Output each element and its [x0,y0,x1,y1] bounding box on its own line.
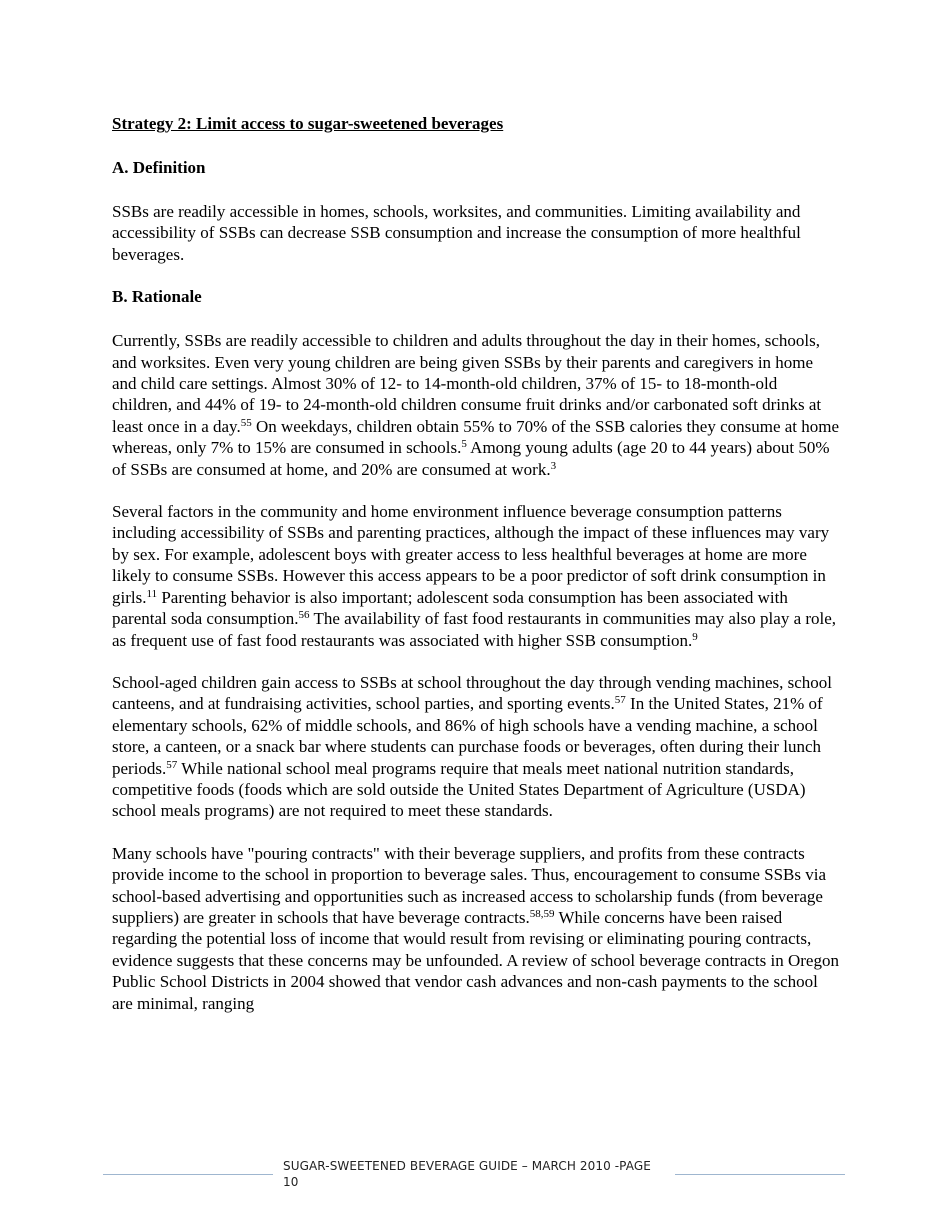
page-footer [0,1158,950,1198]
rationale-paragraph-1: Currently, SSBs are readily accessible to children and adults throughout the day in their homes, schools, and worksites. Even very young children are being given SSBs by their parents and caregivers in home and child care settings. Almost 30% of 12- to 14-month-old children, 37% of 15- to 18-month-old children, and 44% of 19- to 24-month-old children consume fruit drinks and/or carbonated soft drinks at least once in a day.$^{55}$ On weekdays, children obtain 55% to 70% of the SSB calories they consume at home whereas, only 7% to 15% are consumed in schools.$^5$ Among young adults (age 20 to 44 years) about 50% of SSBs are consumed at home, and 20% are consumed at work.$^3$ [112,331,840,479]
reference-superscript: 11 [146,587,158,600]
rationale-paragraph-4: Many schools have "pouring contracts" with their beverage suppliers, and profits from these contracts provide income to the school in proportion to beverage sales. Thus, encouragement to consume SSBs via school-based advertising and opportunities such as increased access to scholarship funds (from beverage suppliers) are greater in schools that have beverage contracts.$^{58,59}$ While concerns have been raised regarding the potential loss of income that would result from revising or eliminating pouring contracts, evidence suggests that these concerns may be unfounded. A review of school beverage contracts in Oregon Public School Districts in 2004 showed that vendor cash advances and non-cash payments to the school are minimal, ranging [112,843,839,1013]
document-page [112,113,840,1035]
footer-text: SUGAR-SWEETENED BEVERAGE GUIDE – MARCH 2010 -PAGE 10 [283,1159,651,1189]
rationale-paragraph-3: School-aged children gain access to SSBs at school throughout the day through vending machines, school canteens, and at fundraising activities, school parties, and sporting events.$^{57}$ In the United States, 21% of elementary schools, 62% of middle schools, and 86% of high schools have a vending machine, a school store, a canteen, or a snack bar where students can purchase foods or beverages, often during their lunch periods.$^{57}$ While national school meal programs require that meals meet national nutrition standards, competitive foods (foods which are sold outside the United States Department of Agriculture (USDA) school meals programs) are not required to meet these standards. [112,672,833,821]
reference-superscript: 5 [461,438,467,451]
reference-superscript: 55 [240,416,252,429]
reference-superscript: 57 [166,758,178,771]
reference-superscript: 56 [298,609,310,622]
footer-rule-right [675,1174,845,1175]
reference-superscript: 58,59 [529,907,555,920]
rationale-paragraph-2: Several factors in the community and home environment influence beverage consumption patterns including accessibility of SSBs and parenting practices, although the impact of these influences may vary by sex. For example, adolescent boys with greater access to less healthful beverages at home are more likely to consume SSBs. However this access appears to be a poor predictor of soft drink consumption in girls.$^{11}$ Parenting behavior is also important; adolescent soda consumption has been associated with parental soda consumption.$^{56}$ The availability of fast food restaurants in communities may also play a role, as frequent use of fast food restaurants was associated with higher SSB consumption.$^9$ [112,502,837,650]
reference-superscript: 57 [614,694,626,707]
footer-rule-left [103,1174,273,1175]
definition-paragraph: SSBs are readily accessible in homes, schools, worksites, and communities. Limiting availability and accessibility of SSBs can decrease SSB consumption and increase the consumption of more healthful beverages. [112,202,801,264]
section-heading-definition: A. Definition [112,158,206,177]
page-title: Strategy 2: Limit access to sugar-sweetened beverages [112,114,504,133]
reference-superscript: 9 [692,630,698,643]
section-heading-rationale: B. Rationale [112,287,202,307]
reference-superscript: 3 [550,459,557,472]
